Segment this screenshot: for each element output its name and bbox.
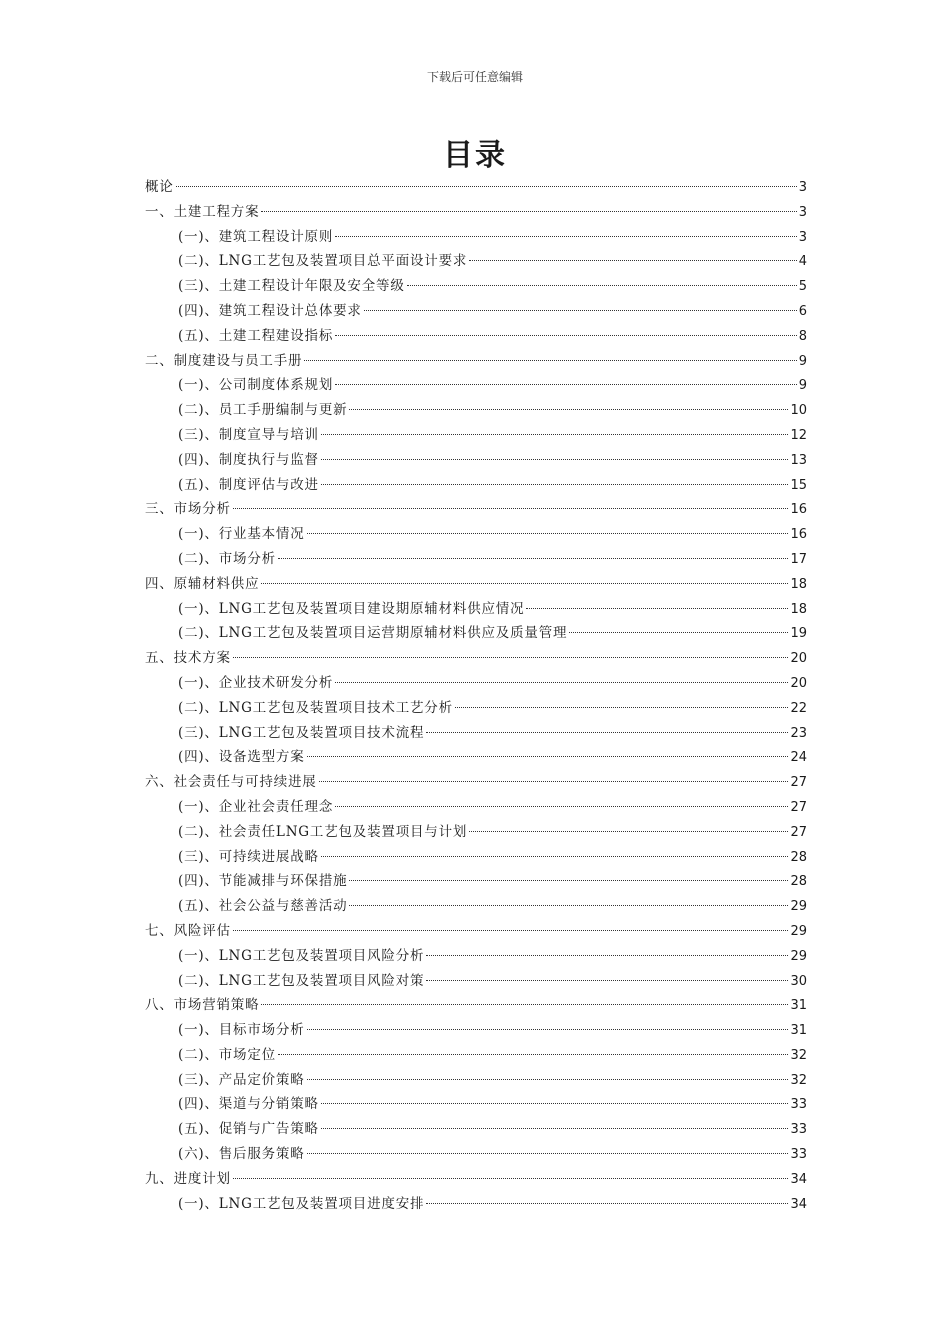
toc-dot-leader — [261, 583, 788, 584]
toc-dot-leader — [321, 856, 789, 857]
toc-entry-subsection[interactable] — [145, 299, 807, 324]
toc-entry-page-number: 12 — [790, 427, 807, 443]
toc-entry-subsection[interactable] — [145, 448, 807, 473]
toc-entry-page-number: 10 — [790, 403, 807, 419]
table-of-contents — [145, 175, 807, 1216]
toc-entry-page-number: 27 — [790, 775, 807, 791]
toc-entry-subsection[interactable] — [145, 795, 807, 820]
toc-entry-label: (四)、设备选型方案 — [178, 749, 305, 766]
toc-entry-subsection[interactable] — [145, 1117, 807, 1142]
toc-dot-leader — [335, 335, 797, 336]
toc-dot-leader — [321, 434, 789, 435]
toc-entry-label: (二)、LNG工艺包及装置项目运营期原辅材料供应及质量管理 — [178, 625, 568, 642]
toc-dot-leader — [176, 186, 797, 187]
toc-dot-leader — [321, 1103, 789, 1104]
toc-entry-page-number: 33 — [790, 1147, 807, 1163]
toc-entry-page-number: 18 — [790, 576, 807, 592]
toc-entry-page-number: 16 — [790, 502, 807, 518]
toc-entry-subsection[interactable] — [145, 398, 807, 423]
toc-entry-label: (一)、行业基本情况 — [178, 526, 305, 543]
toc-dot-leader — [307, 533, 789, 534]
toc-dot-leader — [307, 1153, 789, 1154]
toc-entry-subsection[interactable] — [145, 1018, 807, 1043]
toc-dot-leader — [321, 1128, 789, 1129]
toc-dot-leader — [304, 360, 796, 361]
toc-entry-page-number: 29 — [790, 899, 807, 915]
toc-entry-label: (五)、社会公益与慈善活动 — [178, 898, 348, 915]
toc-dot-leader — [233, 930, 789, 931]
toc-entry-subsection[interactable] — [145, 473, 807, 498]
toc-dot-leader — [307, 756, 789, 757]
toc-entry-page-number: 34 — [790, 1196, 807, 1212]
toc-entry-label: (四)、节能减排与环保措施 — [178, 873, 348, 890]
toc-entry-subsection[interactable] — [145, 721, 807, 746]
toc-entry-section[interactable] — [145, 770, 807, 795]
toc-entry-page-number: 28 — [790, 874, 807, 890]
toc-entry-page-number: 15 — [790, 477, 807, 493]
toc-dot-leader — [426, 980, 788, 981]
toc-entry-label: 八、市场营销策略 — [145, 997, 260, 1014]
toc-entry-subsection[interactable] — [145, 621, 807, 646]
toc-entry-label: (五)、促销与广告策略 — [178, 1121, 319, 1138]
toc-entry-subsection[interactable] — [145, 969, 807, 994]
toc-entry-label: 二、制度建设与员工手册 — [145, 352, 303, 369]
toc-entry-subsection[interactable] — [145, 547, 807, 572]
toc-dot-leader — [349, 409, 788, 410]
toc-entry-page-number: 33 — [790, 1097, 807, 1113]
toc-dot-leader — [349, 905, 788, 906]
toc-entry-label: 概论 — [145, 179, 174, 195]
toc-dot-leader — [307, 1079, 789, 1080]
toc-entry-label: (二)、LNG工艺包及装置项目风险对策 — [178, 972, 425, 989]
toc-entry-section[interactable] — [145, 919, 807, 944]
toc-entry-page-number: 22 — [790, 700, 807, 716]
toc-dot-leader — [426, 1203, 788, 1204]
toc-entry-label: (三)、产品定价策略 — [178, 1071, 305, 1088]
toc-entry-page-number: 19 — [790, 626, 807, 642]
toc-dot-leader — [278, 1054, 789, 1055]
toc-entry-page-number: 33 — [790, 1122, 807, 1138]
toc-entry-page-number: 29 — [790, 948, 807, 964]
toc-entry-label: 七、风险评估 — [145, 922, 231, 939]
toc-entry-page-number: 29 — [790, 923, 807, 939]
toc-entry-label: (三)、制度宣导与培训 — [178, 426, 319, 443]
toc-entry-subsection[interactable] — [145, 597, 807, 622]
toc-entry-section[interactable] — [145, 646, 807, 671]
toc-dot-leader — [233, 657, 789, 658]
toc-entry-subsection[interactable] — [145, 845, 807, 870]
toc-entry-page-number: 8 — [798, 328, 807, 344]
toc-entry-label: 五、技术方案 — [145, 650, 231, 667]
toc-title: 目录 — [443, 138, 507, 173]
toc-dot-leader — [455, 707, 789, 708]
toc-entry-label: 六、社会责任与可持续进展 — [145, 774, 317, 791]
toc-entry-label: (二)、社会责任LNG工艺包及装置项目与计划 — [178, 823, 468, 840]
toc-entry-subsection[interactable] — [145, 869, 807, 894]
toc-entry-label: (二)、LNG工艺包及装置项目技术工艺分析 — [178, 699, 453, 716]
toc-entry-page-number: 6 — [798, 303, 807, 319]
toc-entry-label: (一)、建筑工程设计原则 — [178, 228, 334, 245]
toc-dot-leader — [469, 831, 788, 832]
toc-entry-label: (二)、市场分析 — [178, 550, 276, 567]
toc-dot-leader — [569, 632, 788, 633]
toc-entry-page-number: 32 — [790, 1047, 807, 1063]
toc-entry-subsection[interactable] — [145, 944, 807, 969]
toc-dot-leader — [407, 285, 797, 286]
toc-entry-page-number: 31 — [790, 1023, 807, 1039]
toc-dot-leader — [319, 781, 789, 782]
toc-entry-label: (四)、制度执行与监督 — [178, 451, 319, 468]
toc-dot-leader — [233, 508, 789, 509]
toc-dot-leader — [335, 682, 788, 683]
toc-entry-label: (一)、企业社会责任理念 — [178, 798, 334, 815]
toc-entry-subsection[interactable] — [145, 324, 807, 349]
toc-dot-leader — [335, 236, 797, 237]
toc-entry-page-number: 17 — [790, 551, 807, 567]
toc-dot-leader — [364, 310, 797, 311]
toc-entry-subsection[interactable] — [145, 894, 807, 919]
toc-entry-label: (二)、市场定位 — [178, 1046, 276, 1063]
toc-dot-leader — [321, 484, 789, 485]
toc-entry-label: (三)、LNG工艺包及装置项目技术流程 — [178, 724, 425, 741]
toc-entry-label: (二)、LNG工艺包及装置项目总平面设计要求 — [178, 253, 468, 270]
toc-entry-subsection[interactable] — [145, 522, 807, 547]
toc-entry-page-number: 13 — [790, 452, 807, 468]
toc-entry-section[interactable] — [145, 200, 807, 225]
toc-entry-page-number: 4 — [798, 254, 807, 270]
toc-entry-section[interactable] — [145, 349, 807, 374]
toc-entry-subsection[interactable] — [145, 820, 807, 845]
toc-entry-page-number: 3 — [798, 204, 807, 220]
toc-entry-label: 九、进度计划 — [145, 1170, 231, 1187]
toc-entry-section[interactable] — [145, 175, 807, 200]
toc-entry-subsection[interactable] — [145, 745, 807, 770]
toc-dot-leader — [335, 806, 788, 807]
toc-dot-leader — [307, 1029, 789, 1030]
toc-dot-leader — [278, 558, 789, 559]
toc-entry-label: 一、土建工程方案 — [145, 203, 260, 220]
toc-entry-page-number: 16 — [790, 527, 807, 543]
toc-dot-leader — [261, 1004, 788, 1005]
toc-entry-subsection[interactable] — [145, 696, 807, 721]
header-note: 下载后可任意编辑 — [426, 70, 523, 84]
toc-dot-leader — [321, 459, 789, 460]
toc-entry-label: (一)、LNG工艺包及装置项目进度安排 — [178, 1195, 425, 1212]
toc-entry-subsection[interactable] — [145, 225, 807, 250]
toc-entry-page-number: 20 — [790, 651, 807, 667]
toc-dot-leader — [261, 211, 796, 212]
toc-entry-subsection[interactable] — [145, 1043, 807, 1068]
toc-entry-subsection[interactable] — [145, 274, 807, 299]
toc-entry-label: (四)、渠道与分销策略 — [178, 1096, 319, 1113]
toc-entry-subsection[interactable] — [145, 1142, 807, 1167]
toc-entry-subsection[interactable] — [145, 1092, 807, 1117]
toc-entry-page-number: 23 — [790, 725, 807, 741]
toc-entry-page-number: 28 — [790, 849, 807, 865]
toc-entry-page-number: 5 — [798, 279, 807, 295]
toc-entry-page-number: 9 — [798, 378, 807, 394]
toc-dot-leader — [426, 732, 788, 733]
toc-entry-label: (一)、LNG工艺包及装置项目风险分析 — [178, 947, 425, 964]
toc-entry-subsection[interactable] — [145, 1068, 807, 1093]
toc-entry-section[interactable] — [145, 993, 807, 1018]
toc-entry-label: (五)、土建工程建设指标 — [178, 327, 334, 344]
toc-entry-page-number: 24 — [790, 750, 807, 766]
toc-entry-section[interactable] — [145, 1167, 807, 1192]
toc-entry-section[interactable] — [145, 497, 807, 522]
toc-dot-leader — [349, 880, 788, 881]
toc-entry-label: (六)、售后服务策略 — [178, 1146, 305, 1163]
toc-entry-label: (五)、制度评估与改进 — [178, 476, 319, 493]
toc-dot-leader — [526, 608, 788, 609]
toc-entry-subsection[interactable] — [145, 373, 807, 398]
toc-entry-label: (二)、员工手册编制与更新 — [178, 402, 348, 419]
toc-entry-section[interactable] — [145, 572, 807, 597]
toc-entry-label: (三)、可持续进展战略 — [178, 848, 319, 865]
toc-entry-page-number: 31 — [790, 998, 807, 1014]
toc-entry-page-number: 32 — [790, 1072, 807, 1088]
toc-dot-leader — [469, 260, 797, 261]
toc-entry-page-number: 20 — [790, 675, 807, 691]
toc-entry-label: (一)、LNG工艺包及装置项目建设期原辅材料供应情况 — [178, 600, 525, 617]
toc-entry-page-number: 30 — [790, 973, 807, 989]
toc-entry-page-number: 3 — [798, 180, 807, 195]
toc-dot-leader — [233, 1178, 789, 1179]
toc-entry-subsection[interactable] — [145, 671, 807, 696]
toc-dot-leader — [335, 384, 797, 385]
toc-entry-label: (一)、企业技术研发分析 — [178, 674, 334, 691]
toc-entry-label: (三)、土建工程设计年限及安全等级 — [178, 278, 405, 295]
toc-entry-page-number: 27 — [790, 824, 807, 840]
toc-entry-subsection[interactable] — [145, 249, 807, 274]
toc-entry-subsection[interactable] — [145, 1192, 807, 1217]
toc-entry-label: (四)、建筑工程设计总体要求 — [178, 302, 362, 319]
toc-entry-label: (一)、公司制度体系规划 — [178, 377, 334, 394]
toc-entry-label: 四、原辅材料供应 — [145, 575, 260, 592]
toc-entry-page-number: 3 — [798, 229, 807, 245]
toc-entry-subsection[interactable] — [145, 423, 807, 448]
toc-entry-page-number: 34 — [790, 1171, 807, 1187]
toc-entry-page-number: 18 — [790, 601, 807, 617]
toc-entry-page-number: 27 — [790, 799, 807, 815]
toc-entry-label: (一)、目标市场分析 — [178, 1022, 305, 1039]
toc-dot-leader — [426, 955, 788, 956]
toc-entry-page-number: 9 — [798, 353, 807, 369]
toc-entry-label: 三、市场分析 — [145, 501, 231, 518]
